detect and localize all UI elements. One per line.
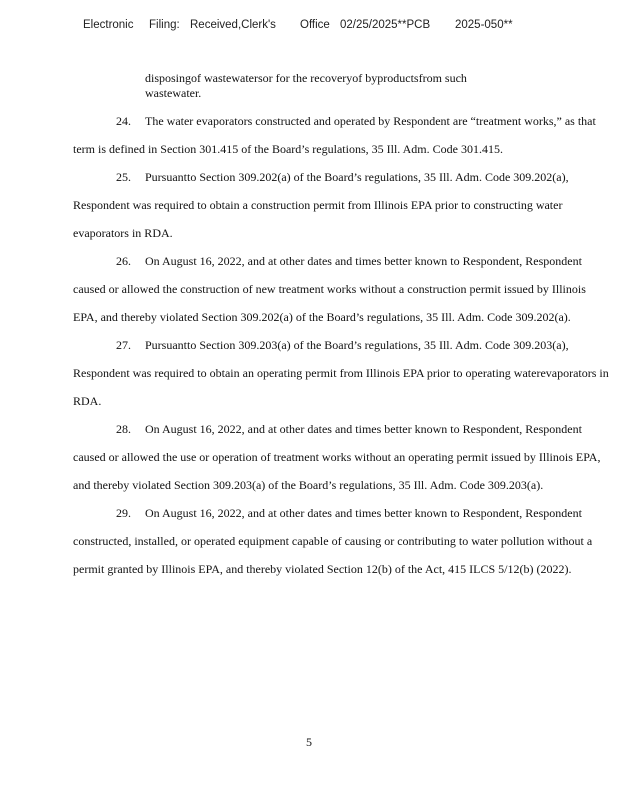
page-number: 5 xyxy=(306,735,312,749)
header-electronic: Electronic xyxy=(83,19,134,31)
paragraph-text: Pursuantto Section 309.203(a) of the Board’s regulations, 35 Ill. Adm. Code 309.203(a), Respondent was required to obtain an operating permit from Illinois EPA prior to operating waterevaporators in RDA. xyxy=(73,338,609,408)
header-office: Office xyxy=(300,19,330,31)
paragraph-number: 28. xyxy=(116,422,131,436)
paragraph-text: The water evaporators constructed and operated by Respondent are “treatment works,” as that term is defined in Section 301.415 of the Board’s regulations, 35 Ill. Adm. Code 301.415. xyxy=(73,114,596,156)
document-body xyxy=(73,71,613,583)
paragraph-28 xyxy=(73,415,613,499)
paragraph-number: 29. xyxy=(116,506,131,520)
paragraph-text: On August 16, 2022, and at other dates and times better known to Respondent, Respondent caused or allowed the construction of new treatment works without a construction permit issued by Illinois EPA, and thereby violated Section 309.202(a) of the Board’s regulations, 35 Ill. Adm. Code 309.202(a). xyxy=(73,254,586,324)
paragraph-text: On August 16, 2022, and at other dates and times better known to Respondent, Respondent caused or allowed the use or operation of treatment works without an operating permit issued by Illinois EPA, and thereby violated Section 309.203(a) of the Board’s regulations, 35 Ill. Adm. Code 309.203(a). xyxy=(73,422,601,492)
header-date: 02/25/2025**PCB xyxy=(340,19,431,31)
header-filing: Filing: xyxy=(149,19,180,31)
paragraph-27 xyxy=(73,331,613,415)
paragraph-number: 25. xyxy=(116,170,131,184)
paragraph-29 xyxy=(73,499,613,583)
paragraph-25 xyxy=(73,163,613,247)
header-case: 2025-050** xyxy=(455,19,513,31)
continuation-text: disposingof wastewatersor for the recoveryof byproductsfrom such wastewater. xyxy=(145,71,467,100)
paragraph-26 xyxy=(73,247,613,331)
paragraph-text: Pursuantto Section 309.202(a) of the Board’s regulations, 35 Ill. Adm. Code 309.202(a), Respondent was required to obtain a construction permit from Illinois EPA prior to constructing water evaporators in RDA. xyxy=(73,170,569,240)
paragraph-number: 26. xyxy=(116,254,131,268)
paragraph-number: 24. xyxy=(116,114,131,128)
paragraph-number: 27. xyxy=(116,338,131,352)
paragraph-text: On August 16, 2022, and at other dates and times better known to Respondent, Respondent constructed, installed, or operated equipment capable of causing or contributing to water pollution without a permit granted by Illinois EPA, and thereby violated Section 12(b) of the Act, 415 ILCS 5/12(b) (2022). xyxy=(73,506,593,576)
paragraph-24 xyxy=(73,107,613,163)
header-received: Received,Clerk's xyxy=(190,19,276,31)
